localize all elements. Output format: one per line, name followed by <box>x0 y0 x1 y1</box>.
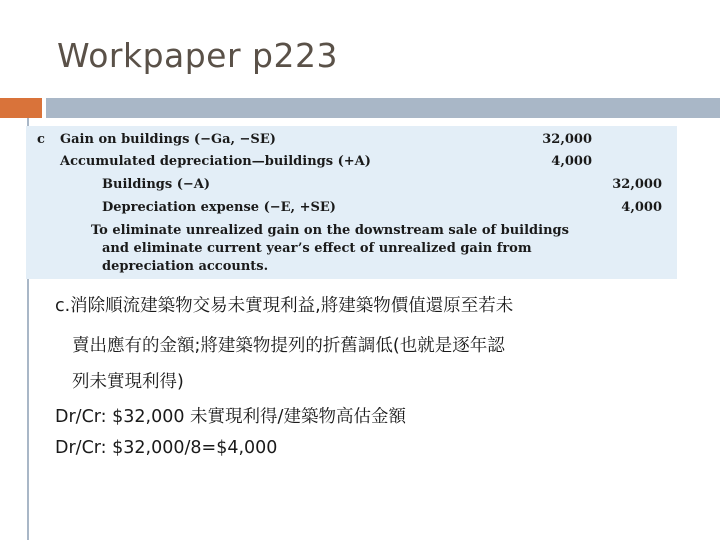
entry-line-accum-dep: Accumulated depreciation—buildings (+A) <box>60 154 371 169</box>
credit-dep-expense: 4,000 <box>621 200 662 215</box>
explanation-line-2: and eliminate current year’s effect of unrealized gain from <box>102 241 532 256</box>
slide-title: Workpaper p223 <box>57 36 338 75</box>
note-paragraph-line-2: 賣出應有的金額;將建築物提列的折舊調低(也就是逐年認 <box>72 336 505 356</box>
accent-bar-blue <box>46 98 720 118</box>
journal-entry-box <box>26 126 677 279</box>
note-debit-credit-1: Dr/Cr: $32,000 未實現利得/建築物高估金額 <box>55 407 406 427</box>
credit-buildings: 32,000 <box>612 177 662 192</box>
entry-line-gain: Gain on buildings (−Ga, −SE) <box>60 132 276 147</box>
explanation-line-1: To eliminate unrealized gain on the downstream sale of buildings <box>91 223 569 238</box>
debit-gain: 32,000 <box>542 132 592 147</box>
entry-line-buildings: Buildings (−A) <box>102 177 211 192</box>
entry-letter: c <box>37 132 45 147</box>
note-paragraph-line-1: c.消除順流建築物交易未實現利益,將建築物價值還原至若未 <box>55 296 514 316</box>
entry-line-dep-expense: Depreciation expense (−E, +SE) <box>102 200 336 215</box>
note-debit-credit-2: Dr/Cr: $32,000/8=$4,000 <box>55 438 278 458</box>
accent-bar-orange <box>0 98 42 118</box>
explanation-line-3: depreciation accounts. <box>102 259 269 274</box>
note-paragraph-line-3: 列未實現利得) <box>72 372 184 392</box>
debit-accum-dep: 4,000 <box>551 154 592 169</box>
